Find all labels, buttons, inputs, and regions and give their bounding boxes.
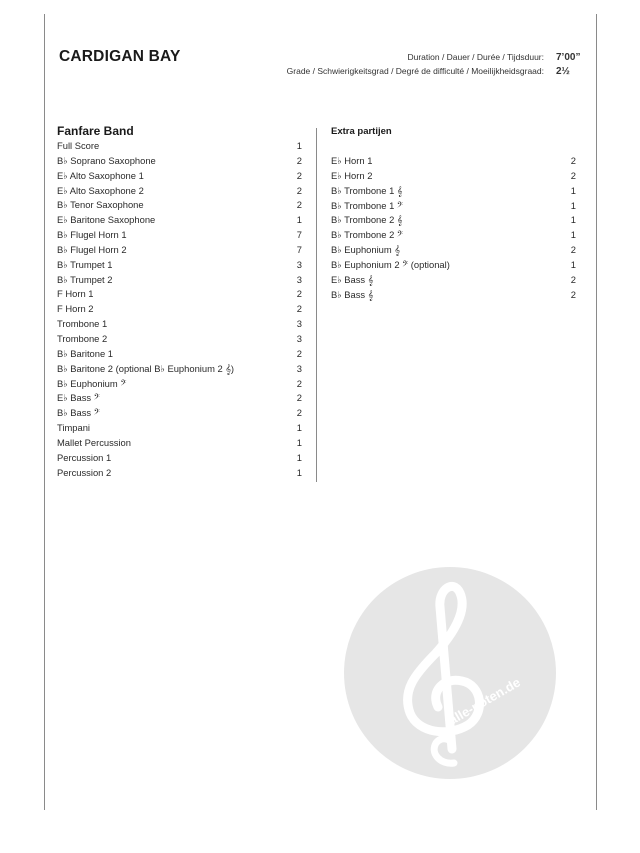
part-name: Timpani [57, 422, 90, 434]
part-count: 2 [296, 347, 302, 359]
part-name: B♭ Bass 𝄢 [57, 407, 100, 419]
part-name: B♭ Trumpet 1 [57, 258, 113, 270]
part-row [57, 347, 305, 362]
part-row [331, 154, 579, 169]
part-count: 2 [296, 199, 302, 211]
part-name: E♭ Horn 2 [331, 169, 373, 181]
part-count: 2 [570, 288, 576, 300]
watermark-text: alle-noten.de [446, 674, 523, 728]
part-row [57, 154, 305, 169]
part-name: Full Score [57, 140, 100, 151]
column-divider [316, 128, 317, 482]
fanfare-parts-list [57, 139, 305, 480]
part-name: Percussion 2 [57, 466, 112, 478]
part-count: 1 [570, 229, 576, 241]
part-count: 1 [570, 258, 576, 270]
part-count: 2 [296, 392, 302, 404]
part-count: 3 [296, 318, 302, 330]
duration-value: 7’00” [556, 52, 581, 63]
part-row [331, 213, 579, 228]
part-count: 1 [296, 436, 302, 448]
part-name: B♭ Baritone 2 (optional B♭ Euphonium 2 𝄞) [57, 362, 234, 374]
part-count: 7 [296, 229, 302, 241]
part-count: 2 [570, 244, 576, 256]
part-row [57, 243, 305, 258]
part-name: B♭ Soprano Saxophone [57, 154, 156, 166]
part-count: 1 [296, 140, 302, 151]
treble-clef-icon [344, 567, 556, 779]
part-name: E♭ Alto Saxophone 1 [57, 169, 144, 181]
part-row [57, 406, 305, 421]
part-name: B♭ Bass 𝄞 [331, 288, 374, 300]
part-name: Percussion 1 [57, 451, 112, 463]
part-row [57, 451, 305, 466]
part-count: 2 [296, 154, 302, 166]
part-name: Mallet Percussion [57, 436, 131, 448]
grade-label: Grade / Schwierigkeitsgrad / Degré de difficulté / Moeilijkheidsgraad: [286, 66, 544, 76]
part-name: B♭ Trumpet 2 [57, 273, 113, 285]
watermark-logo [344, 567, 556, 779]
part-row [57, 332, 305, 347]
part-count: 7 [296, 243, 302, 255]
part-count: 1 [296, 466, 302, 478]
extra-heading: Extra partijen [331, 126, 392, 137]
part-name: F Horn 2 [57, 303, 94, 315]
part-row [57, 139, 305, 154]
part-count: 2 [570, 169, 576, 181]
part-row [57, 213, 305, 228]
part-name: B♭ Trombone 2 𝄢 [331, 229, 403, 241]
part-name: B♭ Flugel Horn 1 [57, 229, 127, 241]
part-count: 1 [570, 214, 576, 226]
part-row [331, 184, 579, 199]
part-row [331, 228, 579, 243]
part-count: 2 [570, 155, 576, 166]
fanfare-heading: Fanfare Band [57, 124, 134, 138]
part-row [57, 258, 305, 273]
part-row [57, 228, 305, 243]
part-name: B♭ Trombone 2 𝄞 [331, 214, 403, 226]
part-row [57, 436, 305, 451]
part-count: 1 [570, 199, 576, 211]
part-count: 3 [296, 362, 302, 374]
part-row [331, 199, 579, 214]
part-row [57, 317, 305, 332]
part-row [57, 466, 305, 481]
part-name: Trombone 1 [57, 318, 108, 330]
part-count: 2 [296, 377, 302, 389]
part-row [57, 302, 305, 317]
part-count: 3 [296, 332, 302, 344]
part-name: B♭ Euphonium 2 𝄢 (optional) [331, 258, 450, 270]
part-count: 1 [570, 184, 576, 196]
part-row [57, 184, 305, 199]
left-border-line [44, 14, 45, 810]
part-count: 3 [296, 258, 302, 270]
part-count: 2 [296, 184, 302, 196]
part-name: E♭ Alto Saxophone 2 [57, 184, 144, 196]
part-count: 1 [296, 214, 302, 226]
part-row [331, 243, 579, 258]
part-name: E♭ Bass 𝄞 [331, 273, 374, 285]
part-name: Trombone 2 [57, 332, 108, 344]
part-row [57, 198, 305, 213]
part-row [57, 421, 305, 436]
part-name: B♭ Flugel Horn 2 [57, 243, 127, 255]
part-count: 2 [296, 288, 302, 300]
part-count: 2 [296, 169, 302, 181]
part-row [331, 258, 579, 273]
part-name: B♭ Tenor Saxophone [57, 199, 144, 211]
page-title: CARDIGAN BAY [59, 48, 181, 65]
part-row [57, 273, 305, 288]
part-name: E♭ Bass 𝄢 [57, 392, 100, 404]
part-name: B♭ Euphonium 𝄢 [57, 377, 127, 389]
part-name: B♭ Euphonium 𝄞 [331, 244, 400, 256]
part-row [57, 391, 305, 406]
part-count: 2 [296, 303, 302, 315]
part-row [57, 169, 305, 184]
part-count: 1 [296, 451, 302, 463]
part-name: B♭ Trombone 1 𝄞 [331, 184, 403, 196]
part-row [331, 273, 579, 288]
duration-label: Duration / Dauer / Durée / Tijdsduur: [407, 52, 544, 62]
part-count: 2 [296, 407, 302, 419]
part-count: 2 [570, 273, 576, 285]
part-row [57, 377, 305, 392]
part-name: E♭ Baritone Saxophone [57, 214, 156, 226]
part-row [57, 362, 305, 377]
part-name: F Horn 1 [57, 288, 94, 300]
part-name: B♭ Baritone 1 [57, 347, 114, 359]
part-count: 3 [296, 273, 302, 285]
part-row [57, 287, 305, 302]
part-row [331, 288, 579, 303]
right-border-line [596, 14, 597, 810]
extra-parts-list [331, 154, 579, 302]
part-name: B♭ Trombone 1 𝄢 [331, 199, 403, 211]
part-row [331, 169, 579, 184]
part-count: 1 [296, 422, 302, 434]
part-name: E♭ Horn 1 [331, 155, 373, 166]
grade-value: 2½ [556, 66, 570, 77]
